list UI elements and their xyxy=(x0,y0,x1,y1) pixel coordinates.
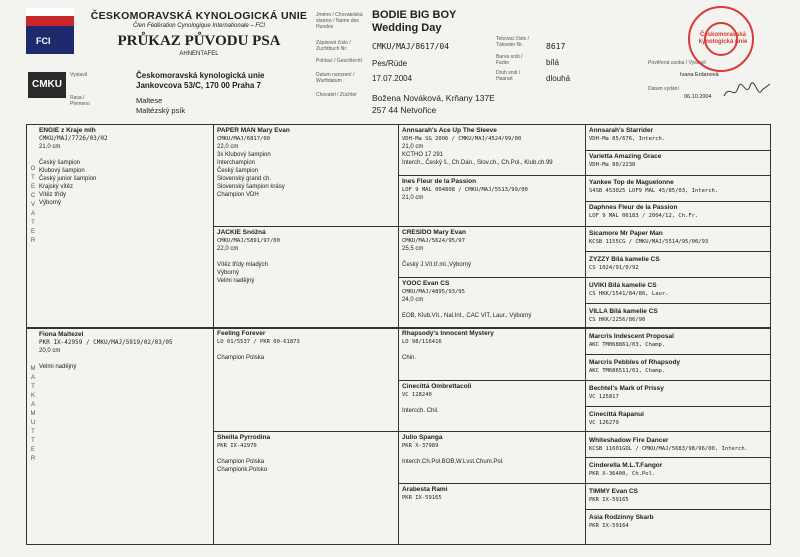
tattoo-label: Tetovací číslo / Tätowier Nr. xyxy=(496,36,530,48)
dog-detail-line: Interch., Český š., Ch.Dán., Slov.ch., Ch.Pol., Klub.ch.99 xyxy=(402,160,553,166)
dog-detail-line: 21,0 cm xyxy=(402,144,424,150)
ancestor-name: Cinecittá Ombrettacoli xyxy=(402,383,472,390)
ancestor-reg: LOF 9 MAL 004808 / CMKU/MAJ/5513/99/00 xyxy=(402,187,528,193)
great-grandparent-3 xyxy=(402,229,582,277)
dog-detail-line xyxy=(402,346,582,354)
ancestor-reg: LO 01/5537 / PKR 00-61873 xyxy=(217,339,300,345)
ancestor-reg: PKR X-36400, Ch.Pol. xyxy=(589,471,656,477)
name-label: Jméno / Chovatelská stanice / Name des Hundes xyxy=(316,12,363,30)
great-grandparent-8 xyxy=(402,486,582,542)
ancestor-reg: CMKU/MAJ/4895/93/95 xyxy=(402,289,465,295)
dog-detail-line: Výborný xyxy=(217,270,240,276)
dog-sex: Pes/Rüde xyxy=(372,59,408,68)
ancestor-reg: CMKU/MAJ/5891/97/00 xyxy=(217,238,280,244)
doc-subtitle: AHNENTAFEL xyxy=(179,51,219,57)
dog-detail-line: 22,0 cm xyxy=(217,246,239,252)
ancestor-reg: VDH-Ma SG 2006 / CMKU/MAJ/4524/99/00 xyxy=(402,136,522,142)
fci-logo: FCI xyxy=(26,8,74,54)
dog-detail-line xyxy=(402,399,582,407)
gg-parent-16 xyxy=(589,514,767,537)
gg-parent-13 xyxy=(589,437,767,460)
ancestor-name: Rhapsody's Innocent Mystery xyxy=(402,330,494,337)
ancestor-name: Julio Spanga xyxy=(402,434,443,441)
breed-en: Maltese xyxy=(136,96,163,105)
gg-parent-10 xyxy=(589,359,767,382)
breeder-name: Božena Nováková, Krňany 137E xyxy=(372,93,495,103)
birth-label: Datum narození / Wurftdatum xyxy=(316,72,355,84)
ancestor-name: VILLA Bílá kamelie CS xyxy=(589,308,658,315)
dog-detail-line xyxy=(217,346,395,354)
ancestor-reg: LO 98/116416 xyxy=(402,339,442,345)
dog-detail-line: Champion VDH xyxy=(217,192,259,198)
ancestor-name: UVIKI Bílá kamelie CS xyxy=(589,282,657,289)
dam-reg: PKR IX-42959 / CMKU/MAJ/5919/02/03/05 xyxy=(39,339,173,346)
dog-detail-line xyxy=(402,253,582,261)
dam xyxy=(39,331,209,543)
ancestor-name: Ines Fleur de la Passion xyxy=(402,178,477,185)
ancestor-name: Varietta Amazing Grace xyxy=(589,153,662,160)
dog-reg-no: CMKU/MAJ/8617/04 xyxy=(372,42,450,51)
dog-detail-line: Klubový šampion xyxy=(39,168,85,174)
ancestor-reg: PKR IX-59165 xyxy=(589,497,629,503)
dog-detail-line: Výborný xyxy=(39,200,62,206)
dog-detail-line: 21,0 cm xyxy=(402,195,424,201)
ancestor-name: Daphnes Fleur de la Passion xyxy=(589,204,678,211)
sire-reg: CMKU/MAJ/7726/03/02 xyxy=(39,135,108,142)
dog-detail-line: 25,5 cm xyxy=(402,246,424,252)
dog-detail-line: Chin. xyxy=(402,355,417,361)
dog-detail-line: Champion Polska xyxy=(217,459,265,465)
dog-detail-line: Krajský vítěz xyxy=(39,184,74,190)
ancestor-name: Bechtel's Mark of Prissy xyxy=(589,385,664,392)
ancestor-reg: CMKU/MAJ/5624/95/97 xyxy=(402,238,465,244)
great-grandparent-6 xyxy=(402,383,582,429)
breeder-city: 257 44 Netvořice xyxy=(372,105,437,115)
ancestor-name: PAPER MAN Mary Evan xyxy=(217,127,290,134)
ancestor-name: Sheilla Pyrrodina xyxy=(217,434,271,441)
dog-detail-line: Velmi nadějný xyxy=(217,278,255,284)
issuer-name: Českomoravská kynologická unie xyxy=(136,71,265,80)
gg-parent-4 xyxy=(589,204,767,227)
sex-label: Pohlaví / Geschlecht xyxy=(316,58,362,64)
gg-parent-9 xyxy=(589,333,767,356)
dog-detail-line: Vítěz třídy xyxy=(39,192,67,198)
dog-detail-line xyxy=(402,450,582,458)
gg-parent-2 xyxy=(589,153,767,176)
breed-label: Rasa / Plemeno xyxy=(70,95,90,107)
ancestor-reg: CS 1024/91/0/92 xyxy=(589,265,639,271)
breed-cz: Maltézský psík xyxy=(136,106,186,115)
grandparent-4 xyxy=(217,434,395,542)
dog-detail-line: 24,0 cm xyxy=(402,297,424,303)
official-stamp xyxy=(688,6,754,72)
ancestor-reg: KCSB 1155CG / CMKU/MAJ/5514/95/00/93 xyxy=(589,239,709,245)
sire xyxy=(39,127,209,323)
ancestor-reg: VC 126279 xyxy=(589,420,619,426)
ancestor-reg: CMKU/MAJ/6817/00 xyxy=(217,136,270,142)
signature xyxy=(722,80,772,107)
ancestor-reg: AKC TM686511/01, Champ. xyxy=(589,368,666,374)
gg-parent-8 xyxy=(589,308,767,331)
ancestor-name: Marcris Pebbles of Rhapsody xyxy=(589,359,681,366)
dog-detail-line: Interchampion xyxy=(217,160,256,166)
ancestor-reg: PKR IX-59164 xyxy=(589,523,629,529)
dog-detail-line xyxy=(39,355,209,363)
issuer-label: Vystavil xyxy=(70,72,88,78)
org-block xyxy=(84,10,314,57)
grandparent-2 xyxy=(217,229,395,325)
issued-by: Ivana Erdanová xyxy=(680,72,719,78)
issue-date: 06.10.2004 xyxy=(684,94,712,100)
dog-detail-line xyxy=(217,450,395,458)
dog-name: BODIE BIG BOY xyxy=(372,9,457,21)
ancestor-name: YOOC Evan CS xyxy=(402,280,450,287)
ancestor-name: Cinderella M.L.T.Fangor xyxy=(589,462,663,469)
dog-detail-line: Český J.Vít.tř.ml.,Výborný xyxy=(402,262,472,268)
ancestor-name: Annsarah's Starrider xyxy=(589,127,654,134)
dog-detail-line: Český šampion xyxy=(217,168,259,174)
ancestor-reg: KCSB 11601GOL / CMKU/MAJ/5683/98/96/00, Interch. xyxy=(589,446,748,452)
dog-detail-line: 21,0 cm xyxy=(39,144,61,150)
gg-parent-14 xyxy=(589,462,767,485)
grandparent-1 xyxy=(217,127,395,223)
dam-name: Fiona Maltezel xyxy=(39,331,84,338)
issued-label: Pověřená osoba / Vystavil xyxy=(648,60,706,66)
dog-detail-line: Champion Polska xyxy=(217,355,265,361)
ancestor-name: Asia Rodzinny Skarb xyxy=(589,514,654,521)
dog-tattoo: 8617 xyxy=(546,42,566,51)
color-label: Barva srsti / Farbe xyxy=(496,54,523,66)
breeder-block xyxy=(372,92,495,116)
ancestor-reg: CS HKK/1541/84/86, Laur. xyxy=(589,291,669,297)
reg-label: Zápisové číslo / Zuchtbuch Nr. xyxy=(316,40,351,52)
ancestor-name: Feeling Forever xyxy=(217,330,266,337)
pedigree-table xyxy=(26,124,771,545)
cmku-logo: CMKU xyxy=(28,72,66,98)
sire-vertical-label: O T E C V A T E R xyxy=(30,166,36,244)
gg-parent-15 xyxy=(589,488,767,511)
gg-parent-5 xyxy=(589,230,767,253)
great-grandparent-7 xyxy=(402,434,582,480)
grandparent-3 xyxy=(217,330,395,428)
issue-date-label: Datum vydání xyxy=(648,86,679,92)
ancestor-name: Arabesta Rami xyxy=(402,486,448,493)
breeder-label: Chovatel / Züchter xyxy=(316,92,357,98)
gg-parent-12 xyxy=(589,411,767,434)
dog-detail-line: EOB, Klub.Vít., Nal.Int., CAC VIT, Laur., Výborný xyxy=(402,313,532,319)
ancestor-reg: VC 128240 xyxy=(402,392,432,398)
ancestor-reg: VDH-Ma 80/2238 xyxy=(589,162,636,168)
ancestor-name: Annsarah's Ace Up The Sleeve xyxy=(402,127,497,134)
dog-name-block xyxy=(372,9,456,35)
dog-detail-line: 22,0 cm xyxy=(217,144,239,150)
breed xyxy=(136,96,185,116)
gg-parent-1 xyxy=(589,127,767,150)
org-name: ČESKOMORAVSKÁ KYNOLOGICKÁ UNIE xyxy=(90,10,308,22)
ancestor-reg: PKR IX-59165 xyxy=(402,495,442,501)
ancestor-name: Whiteshadow Fire Dancer xyxy=(589,437,669,444)
great-grandparent-4 xyxy=(402,280,582,326)
dog-coat: dlouhá xyxy=(546,74,571,83)
dog-detail-line: Český junior šampion xyxy=(39,176,97,182)
dam-vertical-label: M A T K A M U T T E R xyxy=(30,366,36,462)
dog-detail-line: Slovenský grand ch. xyxy=(217,176,272,182)
ancestor-name: Yankee Top de Maguelonne xyxy=(589,179,674,186)
ancestor-reg: S4SB 453025 LOF9 MAL 45/85/03, Interch. xyxy=(589,188,719,194)
ancestor-reg: VC 125817 xyxy=(589,394,619,400)
issuer xyxy=(136,71,265,91)
dog-detail-line: Slovenský šampion krásy xyxy=(217,184,285,190)
ancestor-name: Cinecittá Rapanui xyxy=(589,411,644,418)
coat-label: Druh srsti / Haarart xyxy=(496,70,521,82)
gg-parent-11 xyxy=(589,385,767,408)
great-grandparent-2 xyxy=(402,178,582,224)
gg-parent-7 xyxy=(589,282,767,305)
ancestor-reg: AKC TM068861/03, Champ. xyxy=(589,342,666,348)
dog-detail-line: Championk.Polsko xyxy=(217,467,268,473)
gg-parent-6 xyxy=(589,256,767,279)
issuer-address: Jankovcova 53/C, 170 00 Praha 7 xyxy=(136,81,261,90)
ancestor-reg: PKR X-37989 xyxy=(402,443,439,449)
ancestor-reg: PKR IX-42970 xyxy=(217,443,257,449)
dog-detail-line: 20,0 cm xyxy=(39,348,61,354)
dog-birth-date: 17.07.2004 xyxy=(372,74,413,83)
ancestor-reg: LOF 9 MAL 06183 / 2004/12, Ch.Fr. xyxy=(589,213,699,219)
ancestor-reg: CS HKK/2256/86/90 xyxy=(589,317,646,323)
sire-name: ENGIE z Kraje mlh xyxy=(39,127,96,134)
dog-detail-line: KCTHO 17 291 xyxy=(402,152,444,158)
doc-title: PRŮKAZ PŮVODU PSA xyxy=(117,33,281,49)
ancestor-name: TIMMY Evan CS xyxy=(589,488,639,495)
ancestor-name: Sicamore Mr Paper Man xyxy=(589,230,663,237)
org-member: Člen Fédération Cynologique Internationale – FCI xyxy=(132,23,266,29)
dog-kennel: Wedding Day xyxy=(372,22,442,34)
dog-detail-line: Velmi nadějný xyxy=(39,364,77,370)
dog-detail-line: Vítěz třídy mladých xyxy=(217,262,269,268)
dog-detail-line xyxy=(39,151,209,159)
dog-detail-line: Český šampion xyxy=(39,160,81,166)
gg-parent-3 xyxy=(589,179,767,202)
great-grandparent-1 xyxy=(402,127,582,173)
dog-color: bílá xyxy=(546,58,559,67)
dog-detail-line xyxy=(402,304,582,312)
dog-detail-line: Intercch. Chil. xyxy=(402,408,439,414)
stamp-text: Českomoravská kynologická unie xyxy=(698,32,748,45)
great-grandparent-5 xyxy=(402,330,582,378)
ancestor-reg: VDH-Ma 85/676, Interch. xyxy=(589,136,666,142)
ancestor-name: JACKIE Snóžná xyxy=(217,229,266,236)
dog-detail-line: 3x Klubový šampion xyxy=(217,152,271,158)
ancestor-name: CRESIDO Mary Evan xyxy=(402,229,466,236)
dog-detail-line: Interch.Ch.Pol.BOB,W.Lvst.Chum.Pol. xyxy=(402,459,504,465)
ancestor-name: ZYZZY Bílá kamelie CS xyxy=(589,256,660,263)
ancestor-name: Marcris Indescent Proposal xyxy=(589,333,674,340)
dog-detail-line xyxy=(217,253,395,261)
